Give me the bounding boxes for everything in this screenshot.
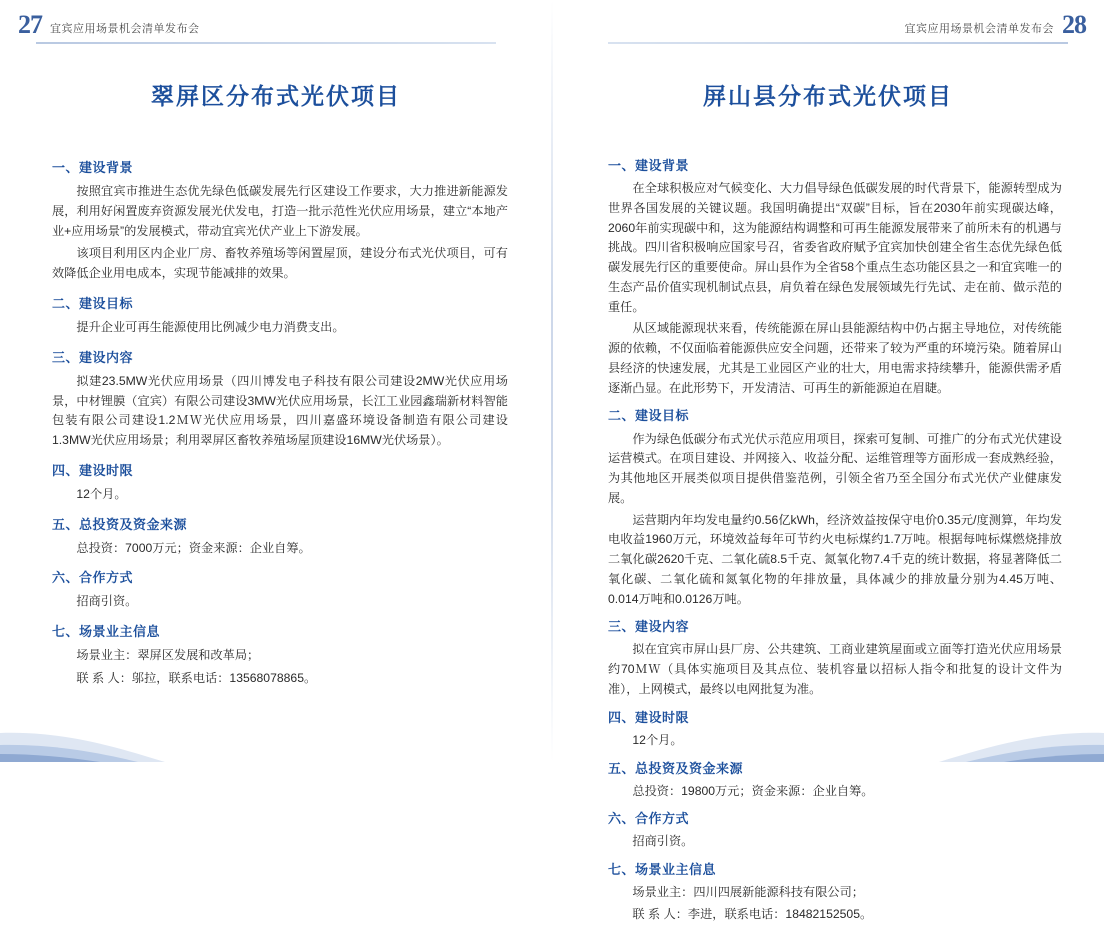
section-heading: 二、建设目标 <box>52 295 134 311</box>
section-paragraph: 拟建23.5MW光伏应用场景（四川博发电子科技有限公司建设2MW光伏应用场景，中材锂膜（宜宾）有限公司建设3MW光伏应用场景，长江工业园鑫瑞新材料智能包装有限公司建设1.2ＭＷ光伏应用场景，四川嘉盛环境设备制造有限公司建设1.3MW光伏应用场景；利用翠屏区畜牧养殖场屋顶建设16MW光伏场景）。 <box>52 373 508 448</box>
section-heading: 二、建设目标 <box>608 408 690 424</box>
section-heading: 一、建设背景 <box>608 158 690 173</box>
page-title: 翠屏区分布式光伏项目 <box>151 83 401 109</box>
section-paragraph: 总投资：19800万元；资金来源：企业自筹。 <box>632 783 874 798</box>
contact-line: 联 系 人：李进，联系电话：18482152505。 <box>632 907 873 921</box>
section-paragraph: 拟在宜宾市屏山县厂房、公共建筑、工商业建筑屋面或立面等打造光伏应用场景约70ＭＷ（具体实施项目及其点位、装机容量以招标人指令和批复的设计文件为准），上网模式，最终以电网批复为准。 <box>608 642 1062 696</box>
section-heading: 六、合作方式 <box>52 570 134 586</box>
section-paragraph: 招商引资。 <box>632 834 694 849</box>
section-heading: 七、场景业主信息 <box>608 862 717 878</box>
section-heading: 四、建设时限 <box>52 462 134 478</box>
contact-line: 联 系 人：邬拉，联系电话：13568078865。 <box>76 671 317 686</box>
section-paragraph: 场景业主：四川四展新能源科技有限公司； <box>632 885 864 900</box>
section-heading: 五、总投资及资金来源 <box>608 760 744 776</box>
page-header-right <box>580 8 1086 38</box>
section-paragraph: 按照宜宾市推进生态优先绿色低碳发展先行区建设工作要求，大力推进新能源发展，利用好闲置废弃资源发展光伏发电，打造一批示范性光伏应用场景，建立“本地产业+应用场景”的发展模式，带动宜宾光伏产业上下游发展。 <box>52 184 508 238</box>
section-heading: 三、建设内容 <box>52 349 134 365</box>
section-paragraph: 提升企业可再生能源使用比例减少电力消费支出。 <box>76 319 345 334</box>
section-heading: 三、建设内容 <box>608 619 690 635</box>
page-header-left <box>18 8 524 38</box>
header-rule <box>608 42 1068 44</box>
section-heading: 七、场景业主信息 <box>52 624 161 640</box>
section-paragraph: 招商引资。 <box>76 594 138 609</box>
page-right <box>552 0 1104 921</box>
page-title: 屏山县分布式光伏项目 <box>703 83 953 109</box>
section-heading: 一、建设背景 <box>52 160 134 175</box>
section-paragraph: 作为绿色低碳分布式光伏示范应用项目，探索可复制、可推广的分布式光伏建设运营模式。在项目建设、并网接入、收益分配、运维管理等方面形成一套成熟经验，为其他地区开展类似项目提供借鉴范例，引领全省乃至全国分布式光伏产业健康发展。 <box>608 431 1062 505</box>
section-paragraph: 场景业主：翠屏区发展和改革局； <box>76 648 260 663</box>
page-number: 27 <box>18 10 42 39</box>
section-paragraph: 12个月。 <box>76 486 127 501</box>
section-paragraph: 12个月。 <box>632 732 683 747</box>
section-paragraph: 从区域能源现状来看，传统能源在屏山县能源结构中仍占据主导地位，对传统能源的依赖，不仅面临着能源供应安全问题，还带来了较为严重的环境污染。随着屏山县经济的快速发展，尤其是工业园区产业的壮大，用电需求持续攀升，能源供需矛盾逐渐凸显。在此形势下，开发清洁、可再生的新能源迫在眉睫。 <box>608 321 1062 395</box>
section-paragraph: 在全球积极应对气候变化、大力倡导绿色低碳发展的时代背景下，能源转型成为世界各国发展的关键议题。我国明确提出“双碳”目标，旨在2030年前实现碳达峰，2060年前实现碳中和，这为能源结构调整和可再生能源发展带来了前所未有的机遇与挑战。四川省积极响应国家号召，省委省政府赋予宜宾加快创建全省生态优先绿色低碳发展先行区的重要使命。屏山县作为全省58个重点生态功能区县之一和宜宾唯一的生态产品价值实现机制试点县，肩负着在绿色发展领域先行先试、走在前、做示范的重任。 <box>608 181 1062 314</box>
section-paragraph: 该项目利用区内企业厂房、畜牧养殖场等闲置屋顶，建设分布式光伏项目，可有效降低企业用电成本，实现节能减排的效果。 <box>52 246 508 281</box>
running-head: 宜宾应用场景机会清单发布会 <box>50 23 200 35</box>
header-rule <box>36 42 496 44</box>
section-paragraph: 运营期内年均发电量约0.56亿kWh，经济效益按保守电价0.35元/度测算，年均发电收益1960万元，环境效益每年可节约火电标煤约1.7万吨。根据每吨标煤燃烧排放二氧化碳2620千克、二氧化硫8.5千克、氮氧化物7.4千克的统计数据，将显著降低二氧化碳、二氧化硫和氮氧化物的年排放量，具体减少的排放量分别为4.45万吨、0.014万吨和0.0126万吨。 <box>608 512 1062 606</box>
page-body-right <box>608 148 1062 927</box>
section-paragraph: 总投资：7000万元；资金来源：企业自筹。 <box>76 540 311 555</box>
corner-decoration-left <box>0 687 230 762</box>
page-left <box>0 0 552 762</box>
page-body-left <box>52 148 508 692</box>
running-head: 宜宾应用场景机会清单发布会 <box>904 23 1054 35</box>
section-heading: 五、总投资及资金来源 <box>52 516 188 532</box>
section-heading: 四、建设时限 <box>608 709 690 725</box>
page-number: 28 <box>1062 10 1086 39</box>
section-heading: 六、合作方式 <box>608 811 690 827</box>
